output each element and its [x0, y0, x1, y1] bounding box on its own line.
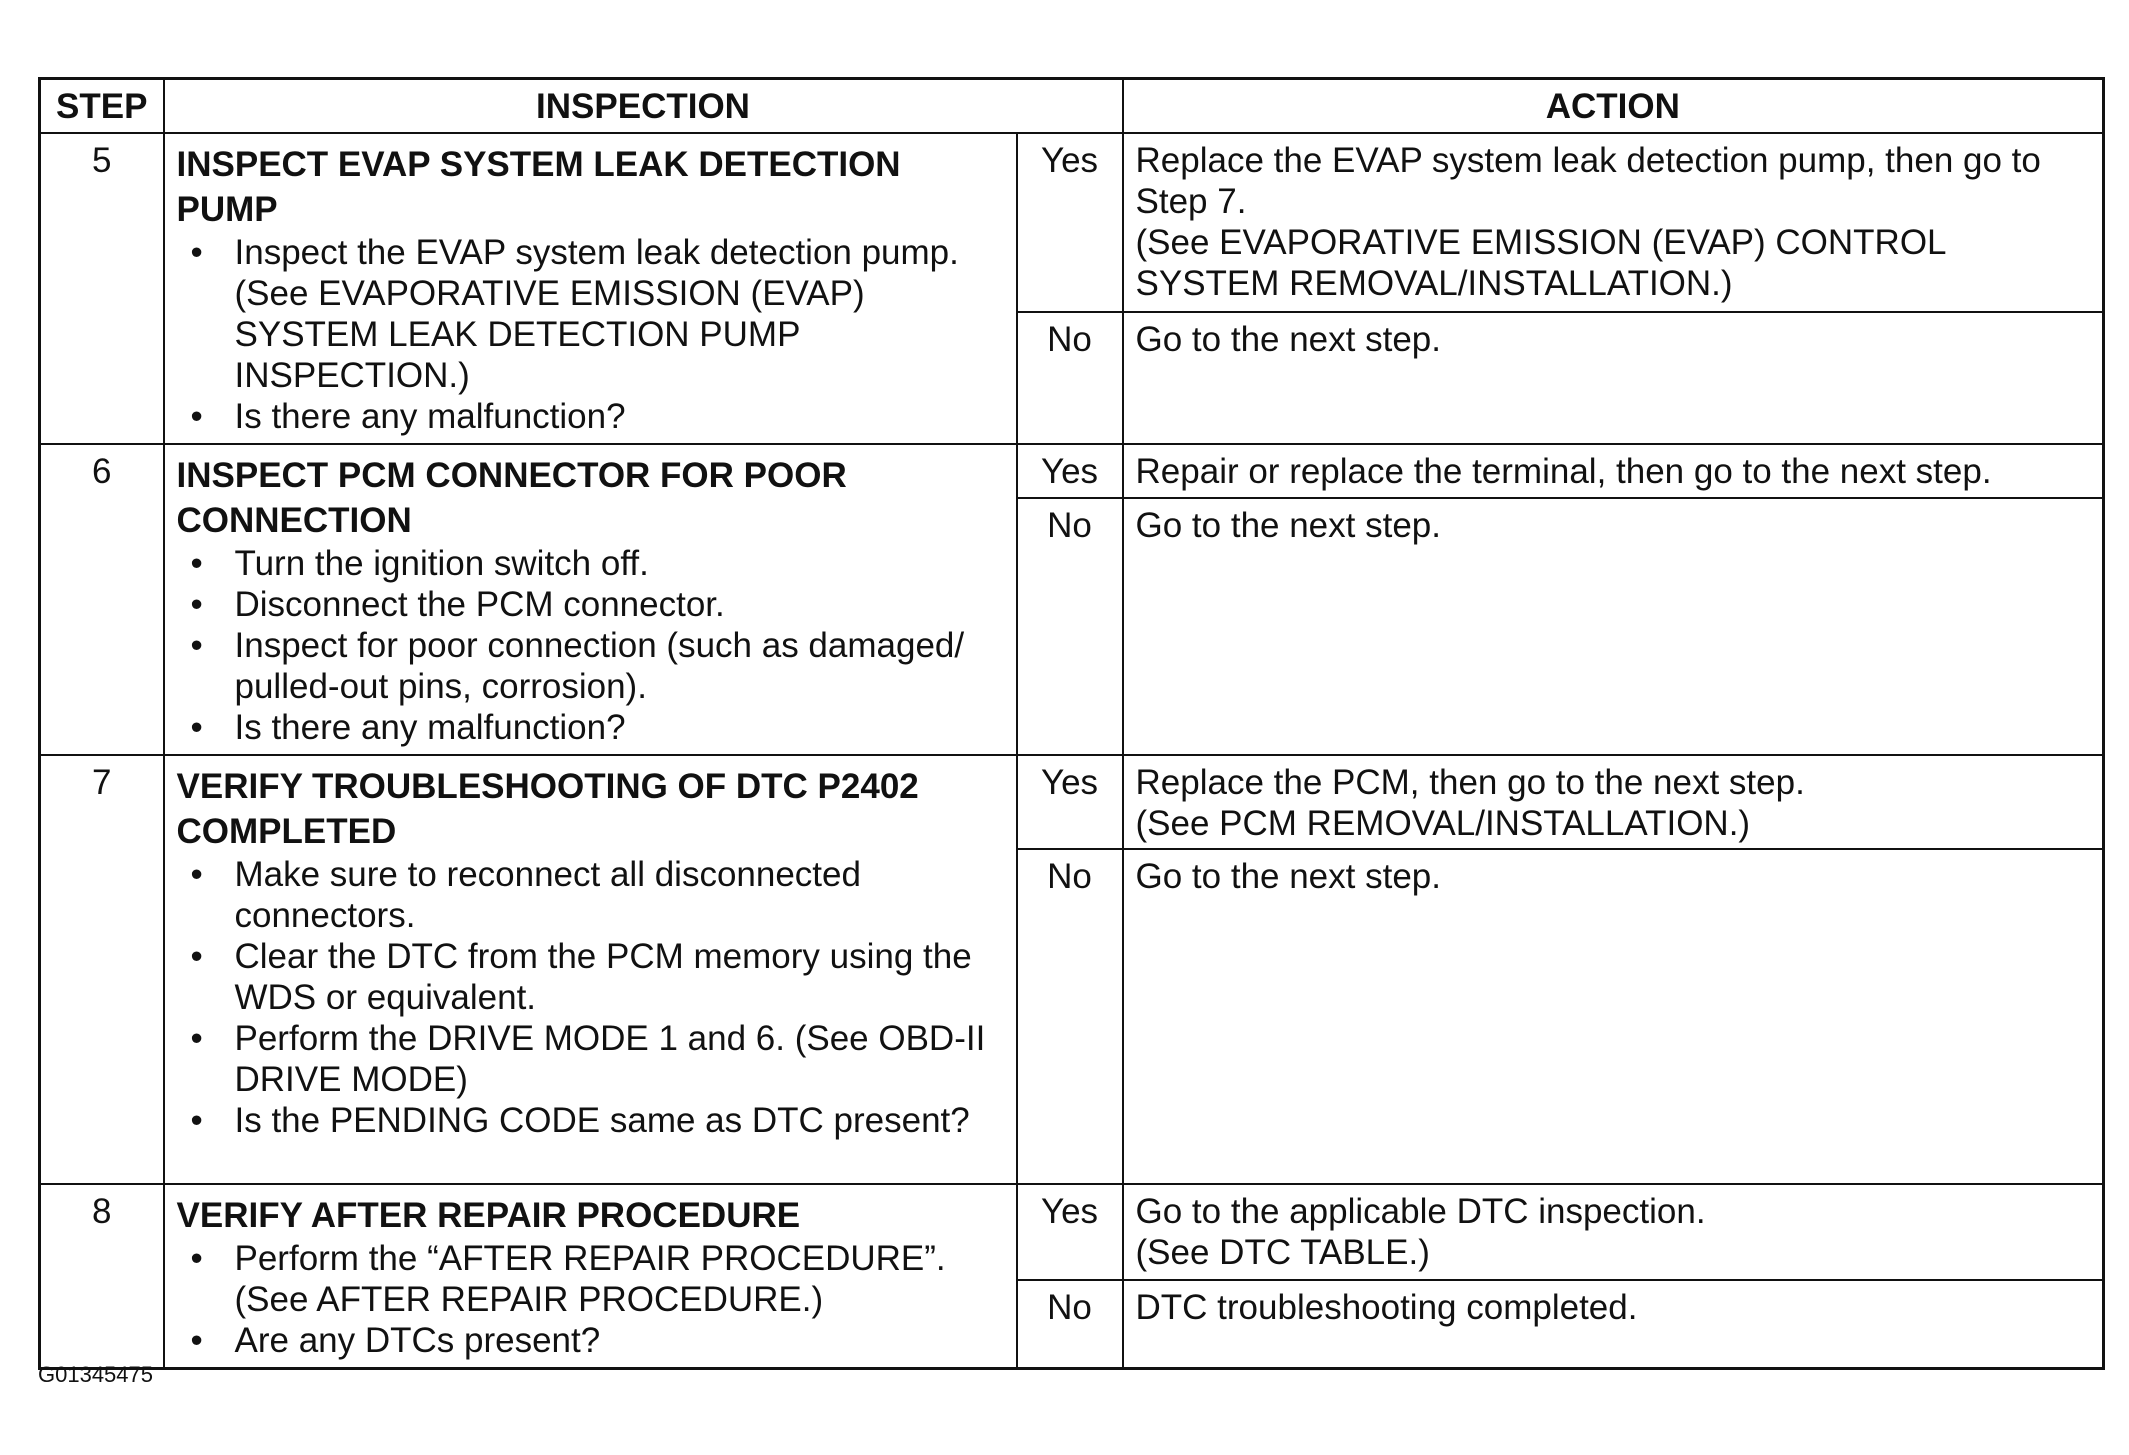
- action-text: Go to the next step.: [1135, 857, 1441, 896]
- action-text: Go to the next step.: [1135, 319, 1441, 359]
- step-number: 5: [40, 133, 164, 444]
- inspection-item: • Make sure to reconnect all disconnected connectors.: [177, 854, 1002, 936]
- yes-action: [1123, 133, 2104, 312]
- reference-text: (See PCM REMOVAL/INSTALLATION.): [1135, 804, 1751, 843]
- inspection-header: INSPECTION: [164, 79, 1123, 134]
- no-label: No: [1017, 498, 1123, 755]
- inspection-item: • Are any DTCs present?: [177, 1320, 1002, 1361]
- inspection-cell: [164, 1184, 1017, 1369]
- step-row-yes: [40, 755, 2104, 849]
- action-text: Go to the next step.: [1135, 506, 1441, 546]
- inspection-cell: [164, 444, 1017, 755]
- yes-action: [1123, 444, 2104, 498]
- action-text: Replace the EVAP system leak detection pump, then go to Step 7.: [1135, 141, 2041, 221]
- step-number: 8: [40, 1184, 164, 1369]
- no-label: No: [1017, 849, 1123, 1184]
- figure-id: G01345475: [38, 1362, 153, 1387]
- inspection-title: VERIFY AFTER REPAIR PROCEDURE: [176, 1196, 801, 1235]
- inspection-item: • Turn the ignition switch off.: [177, 543, 1002, 584]
- inspection-cell: [164, 133, 1017, 444]
- action-text: DTC troubleshooting completed.: [1135, 1288, 1638, 1328]
- inspection-item: • Is there any malfunction?: [177, 396, 1002, 437]
- action-header: ACTION: [1123, 79, 2104, 134]
- inspection-item: • Inspect the EVAP system leak detection pump. (See EVAPORATIVE EMISSION (EVAP) SYSTEM LEAK DETECTION PUMP INSPECTION.): [177, 232, 1002, 396]
- inspection-title: INSPECT EVAP SYSTEM LEAK DETECTION PUMP: [176, 145, 901, 229]
- yes-label: Yes: [1017, 444, 1123, 498]
- inspection-item: • Disconnect the PCM connector.: [177, 584, 1002, 625]
- inspection-list: [177, 232, 1002, 437]
- step-header: STEP: [40, 79, 164, 134]
- yes-label: Yes: [1017, 755, 1123, 849]
- no-label: No: [1017, 312, 1123, 444]
- inspection-item: • Inspect for poor connection (such as damaged/ pulled-out pins, corrosion).: [177, 625, 1002, 707]
- inspection-list: [177, 854, 1002, 1141]
- header-row: [40, 79, 2104, 134]
- step-row-yes: [40, 133, 2104, 312]
- yes-label: Yes: [1017, 1184, 1123, 1280]
- inspection-list: [177, 543, 1002, 748]
- no-action: [1123, 1280, 2104, 1368]
- action-text: Repair or replace the terminal, then go to the next step.: [1135, 452, 1992, 491]
- inspection-item: • Is the PENDING CODE same as DTC present?: [177, 1100, 1002, 1141]
- action-text: Replace the PCM, then go to the next step.: [1135, 763, 1805, 802]
- inspection-list: [177, 1238, 1002, 1361]
- no-action: [1123, 849, 2104, 1184]
- inspection-title: VERIFY TROUBLESHOOTING OF DTC P2402 COMPLETED: [176, 767, 919, 851]
- inspection-item: • Perform the “AFTER REPAIR PROCEDURE”. (See AFTER REPAIR PROCEDURE.): [177, 1238, 1002, 1320]
- step-row-yes: [40, 444, 2104, 498]
- step-row-yes: [40, 1184, 2104, 1280]
- dtc-troubleshooting-table: [38, 77, 2105, 1370]
- step-number: 7: [40, 755, 164, 1184]
- yes-action: [1123, 755, 2104, 849]
- inspection-cell: [164, 755, 1017, 1184]
- reference-text: (See EVAPORATIVE EMISSION (EVAP) CONTROL SYSTEM REMOVAL/INSTALLATION.): [1135, 223, 1946, 303]
- inspection-item: • Is there any malfunction?: [177, 707, 1002, 748]
- inspection-item: • Clear the DTC from the PCM memory using the WDS or equivalent.: [177, 936, 1002, 1018]
- inspection-item: • Perform the DRIVE MODE 1 and 6. (See OBD-II DRIVE MODE): [177, 1018, 1002, 1100]
- no-action: [1123, 498, 2104, 755]
- reference-text: (See DTC TABLE.): [1135, 1233, 1430, 1272]
- no-label: No: [1017, 1280, 1123, 1368]
- step-number: 6: [40, 444, 164, 755]
- action-text: Go to the applicable DTC inspection.: [1135, 1192, 1706, 1231]
- yes-action: [1123, 1184, 2104, 1280]
- yes-label: Yes: [1017, 133, 1123, 312]
- inspection-title: INSPECT PCM CONNECTOR FOR POOR CONNECTION: [176, 456, 847, 540]
- no-action: [1123, 312, 2104, 444]
